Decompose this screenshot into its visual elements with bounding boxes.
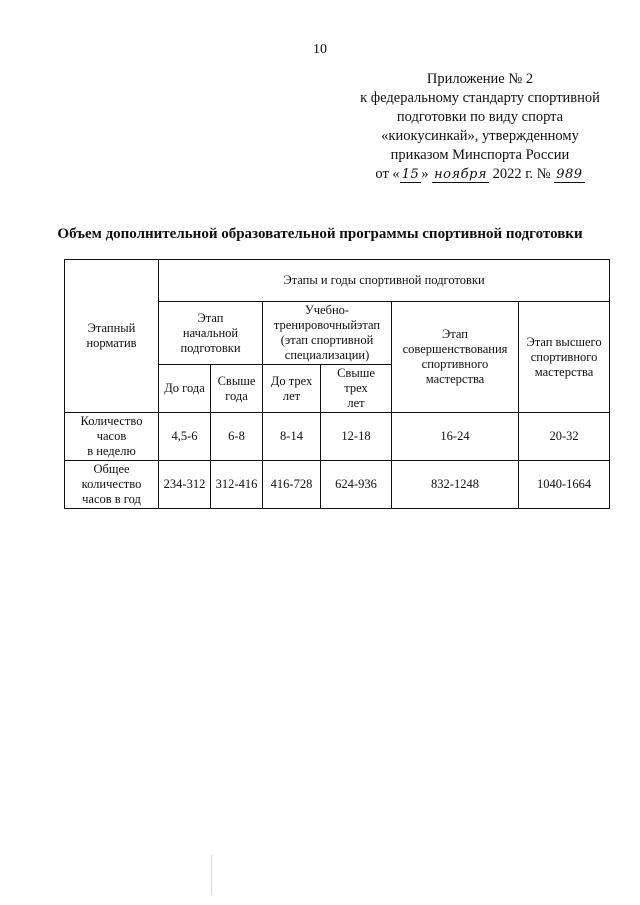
table-cell: 234-312 xyxy=(159,461,211,509)
sub-training-over-line: лет xyxy=(347,396,365,410)
appendix-line-2: к федеральному стандарту спортивной xyxy=(360,90,600,106)
training-volume-table xyxy=(64,259,610,509)
sub-training-over-three xyxy=(321,365,392,413)
stage-training-line: Учебно- xyxy=(304,303,350,317)
norm-header-line: Этапный xyxy=(87,321,136,335)
stage-highest-header xyxy=(519,302,610,413)
stage-training-line: (этап спортивной xyxy=(280,333,374,347)
table-cell: 624-936 xyxy=(321,461,392,509)
stages-header-cell: Этапы и годы спортивной подготовки xyxy=(159,260,610,302)
row-label-cell xyxy=(65,413,159,461)
table-cell: 20-32 xyxy=(519,413,610,461)
table-cell: 312-416 xyxy=(211,461,263,509)
stage-improvement-line: Этап xyxy=(442,327,468,341)
row-label-line: часов xyxy=(96,429,127,443)
stage-improvement-header xyxy=(392,302,519,413)
stage-improvement-line: совершенствования xyxy=(402,342,508,356)
table-cell: 4,5-6 xyxy=(159,413,211,461)
sub-training-over-line: трех xyxy=(344,381,368,395)
table-cell: 1040-1664 xyxy=(519,461,610,509)
appendix-line-1: Приложение № 2 xyxy=(426,71,534,87)
sub-initial-over-line: Свыше xyxy=(217,373,256,388)
row-label-line: часов в год xyxy=(82,492,141,506)
appendix-header xyxy=(330,70,630,184)
stage-highest-line: мастерства xyxy=(534,364,594,379)
sub-training-up-line: лет xyxy=(282,388,301,403)
table-cell: 16-24 xyxy=(392,413,519,461)
date-year: 2022 г. № xyxy=(492,166,551,182)
sub-initial-over-line: года xyxy=(225,388,248,403)
stage-training-line: тренировочныйэтап xyxy=(273,318,381,332)
stage-training-header xyxy=(263,302,392,365)
row-label-line: Общее xyxy=(93,462,130,476)
sub-training-up-to-three xyxy=(263,365,321,413)
appendix-line-3: подготовки по виду спорта xyxy=(396,109,564,125)
handwritten-day: 15 xyxy=(401,167,420,182)
document-title: Объем дополнительной образовательной программы спортивной подготовки xyxy=(57,226,583,242)
page-number: 10 xyxy=(313,42,327,57)
date-mid: » xyxy=(421,166,429,182)
stage-highest-line: спортивного xyxy=(530,349,598,364)
norm-header-line: норматив xyxy=(86,336,137,350)
row-label-line: Количество xyxy=(80,414,143,428)
stage-highest-line: Этап высшего xyxy=(526,334,602,349)
sub-initial-over-year xyxy=(211,365,263,413)
handwritten-order-number: 989 xyxy=(556,167,583,182)
sub-training-up-line: До трех xyxy=(270,373,313,388)
row-label-line: количество xyxy=(81,477,142,491)
stage-improvement-line: спортивного xyxy=(421,357,489,371)
stage-training-line: специализации) xyxy=(284,348,370,362)
row-label-line: в неделю xyxy=(87,444,136,458)
table-cell: 416-728 xyxy=(263,461,321,509)
sub-training-over-line: Свыше xyxy=(337,366,375,380)
norm-header-cell xyxy=(65,260,159,413)
table-cell: 6-8 xyxy=(211,413,263,461)
table-cell: 12-18 xyxy=(321,413,392,461)
stage-initial-header xyxy=(159,302,263,365)
stage-initial-line: Этап xyxy=(197,310,224,325)
table-row xyxy=(65,413,610,461)
table-row xyxy=(65,461,610,509)
table-cell: 8-14 xyxy=(263,413,321,461)
sub-initial-up-to-year: До года xyxy=(159,365,211,413)
row-label-cell xyxy=(65,461,159,509)
table-cell: 832-1248 xyxy=(392,461,519,509)
appendix-line-4: «киокусинкай», утвержденному xyxy=(381,128,579,144)
appendix-date-line xyxy=(330,165,630,184)
scan-margin-line xyxy=(211,855,212,895)
stage-initial-line: подготовки xyxy=(180,340,241,355)
stage-improvement-line: мастерства xyxy=(425,372,485,386)
handwritten-month: ноября xyxy=(434,167,487,182)
date-prefix: от « xyxy=(375,166,400,182)
stage-initial-line: начальной xyxy=(182,325,239,340)
appendix-line-5: приказом Минспорта России xyxy=(390,147,570,163)
